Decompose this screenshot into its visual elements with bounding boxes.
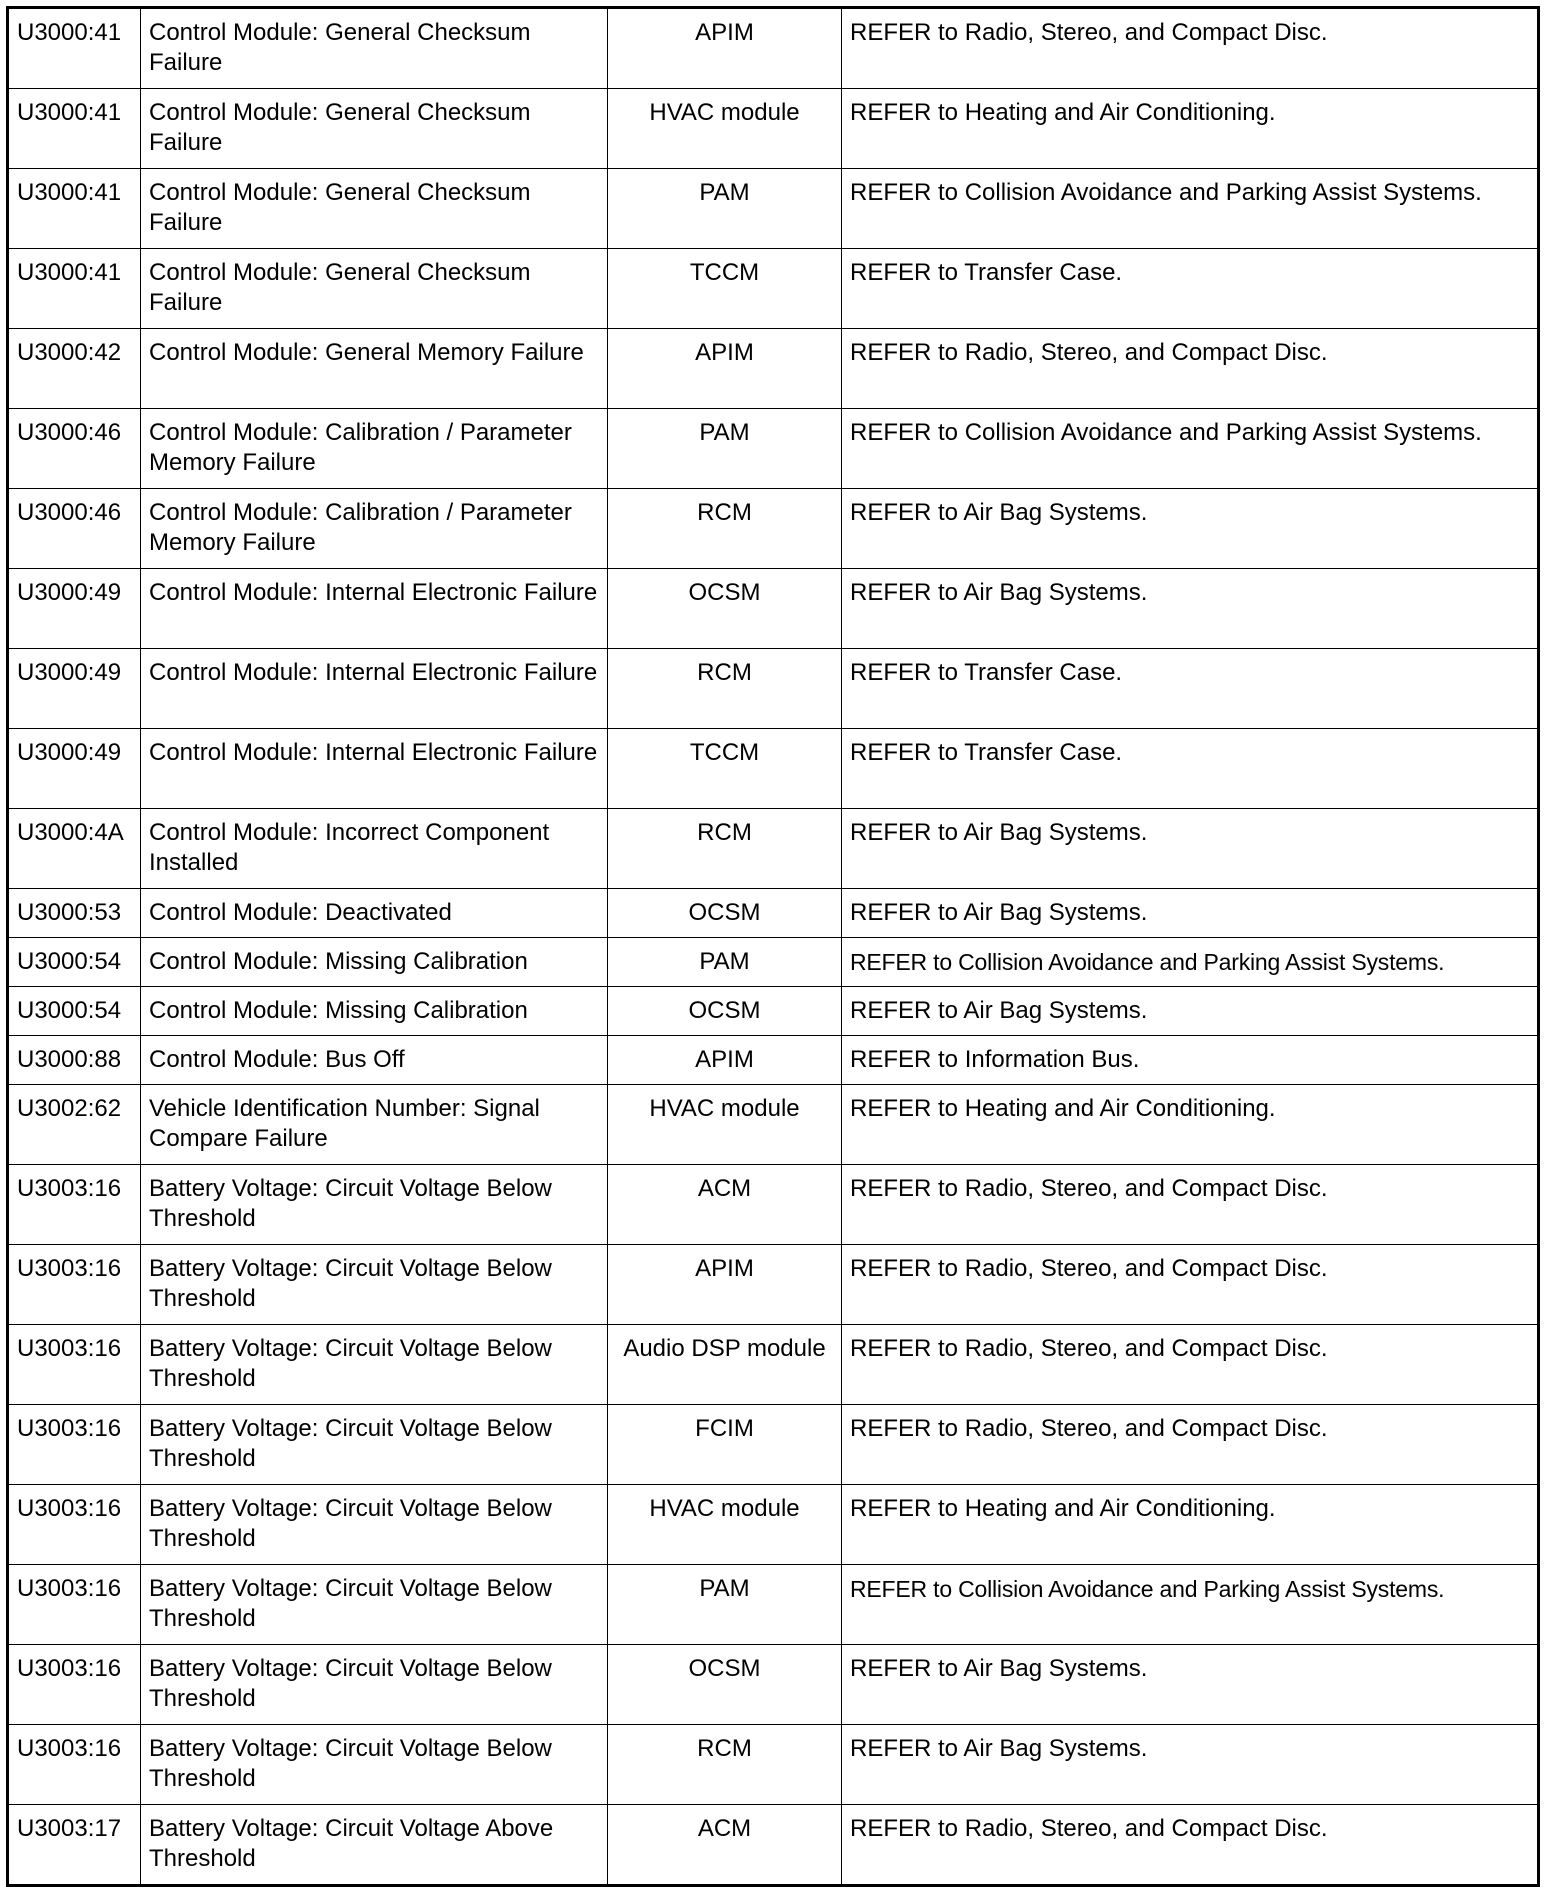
action-cell: REFER to Collision Avoidance and Parking Assist Systems.: [842, 409, 1539, 489]
action-cell: REFER to Air Bag Systems.: [842, 809, 1539, 889]
table-row: [8, 169, 1539, 249]
dtc-description-cell: Battery Voltage: Circuit Voltage Below Threshold: [141, 1565, 608, 1645]
table-row: [8, 569, 1539, 649]
dtc-code-cell: U3003:16: [8, 1325, 141, 1405]
dtc-code-cell: U3003:17: [8, 1805, 141, 1886]
dtc-description-cell: Battery Voltage: Circuit Voltage Below Threshold: [141, 1245, 608, 1325]
action-cell: REFER to Radio, Stereo, and Compact Disc.: [842, 329, 1539, 409]
dtc-description-cell: Control Module: General Checksum Failure: [141, 249, 608, 329]
dtc-code-cell: U3000:54: [8, 938, 141, 987]
action-cell: REFER to Heating and Air Conditioning.: [842, 1085, 1539, 1165]
action-cell: REFER to Radio, Stereo, and Compact Disc.: [842, 1165, 1539, 1245]
module-cell: HVAC module: [608, 89, 842, 169]
module-cell: OCSM: [608, 569, 842, 649]
dtc-description-cell: Battery Voltage: Circuit Voltage Below Threshold: [141, 1325, 608, 1405]
action-cell: REFER to Air Bag Systems.: [842, 987, 1539, 1036]
dtc-description-cell: Control Module: Calibration / Parameter Memory Failure: [141, 489, 608, 569]
table-row: [8, 1805, 1539, 1886]
dtc-code-cell: U3003:16: [8, 1725, 141, 1805]
dtc-code-cell: U3002:62: [8, 1085, 141, 1165]
table-row: [8, 1165, 1539, 1245]
dtc-description-cell: Control Module: General Checksum Failure: [141, 89, 608, 169]
module-cell: Audio DSP module: [608, 1325, 842, 1405]
action-cell: REFER to Air Bag Systems.: [842, 1645, 1539, 1725]
dtc-description-cell: Control Module: Deactivated: [141, 889, 608, 938]
table-row: [8, 1245, 1539, 1325]
dtc-description-cell: Control Module: General Checksum Failure: [141, 8, 608, 89]
dtc-code-cell: U3000:41: [8, 169, 141, 249]
module-cell: TCCM: [608, 249, 842, 329]
module-cell: OCSM: [608, 987, 842, 1036]
dtc-code-cell: U3003:16: [8, 1645, 141, 1725]
module-cell: FCIM: [608, 1405, 842, 1485]
action-cell: REFER to Radio, Stereo, and Compact Disc.: [842, 8, 1539, 89]
module-cell: TCCM: [608, 729, 842, 809]
action-cell: REFER to Radio, Stereo, and Compact Disc.: [842, 1805, 1539, 1886]
action-cell: REFER to Radio, Stereo, and Compact Disc.: [842, 1405, 1539, 1485]
dtc-description-cell: Battery Voltage: Circuit Voltage Below Threshold: [141, 1725, 608, 1805]
table-row: [8, 889, 1539, 938]
module-cell: RCM: [608, 489, 842, 569]
module-cell: APIM: [608, 1245, 842, 1325]
table-row: [8, 1645, 1539, 1725]
dtc-code-cell: U3000:41: [8, 8, 141, 89]
module-cell: ACM: [608, 1805, 842, 1886]
action-cell: REFER to Collision Avoidance and Parking Assist Systems.: [842, 938, 1539, 987]
dtc-code-cell: U3003:16: [8, 1565, 141, 1645]
dtc-description-cell: Control Module: Incorrect Component Installed: [141, 809, 608, 889]
action-cell: REFER to Heating and Air Conditioning.: [842, 89, 1539, 169]
table-row: [8, 249, 1539, 329]
dtc-code-cell: U3003:16: [8, 1485, 141, 1565]
dtc-description-cell: Control Module: Missing Calibration: [141, 987, 608, 1036]
dtc-description-cell: Vehicle Identification Number: Signal Compare Failure: [141, 1085, 608, 1165]
module-cell: RCM: [608, 1725, 842, 1805]
dtc-code-cell: U3000:53: [8, 889, 141, 938]
table-row: [8, 329, 1539, 409]
table-row: [8, 1325, 1539, 1405]
dtc-code-cell: U3000:54: [8, 987, 141, 1036]
dtc-description-cell: Control Module: Internal Electronic Failure: [141, 569, 608, 649]
action-cell: REFER to Transfer Case.: [842, 729, 1539, 809]
action-cell: REFER to Collision Avoidance and Parking Assist Systems.: [842, 1565, 1539, 1645]
action-cell: REFER to Heating and Air Conditioning.: [842, 1485, 1539, 1565]
table-row: [8, 1405, 1539, 1485]
table-row: [8, 1085, 1539, 1165]
table-row: [8, 409, 1539, 489]
dtc-code-cell: U3000:41: [8, 89, 141, 169]
table-row: [8, 89, 1539, 169]
action-cell: REFER to Transfer Case.: [842, 649, 1539, 729]
dtc-code-cell: U3000:49: [8, 569, 141, 649]
module-cell: RCM: [608, 809, 842, 889]
dtc-code-cell: U3000:4A: [8, 809, 141, 889]
dtc-description-cell: Control Module: Internal Electronic Failure: [141, 649, 608, 729]
dtc-description-cell: Battery Voltage: Circuit Voltage Below Threshold: [141, 1165, 608, 1245]
action-cell: REFER to Collision Avoidance and Parking Assist Systems.: [842, 169, 1539, 249]
dtc-code-cell: U3000:88: [8, 1036, 141, 1085]
table-row: [8, 649, 1539, 729]
module-cell: HVAC module: [608, 1485, 842, 1565]
dtc-description-cell: Control Module: General Checksum Failure: [141, 169, 608, 249]
dtc-code-cell: U3003:16: [8, 1405, 141, 1485]
dtc-description-cell: Battery Voltage: Circuit Voltage Below Threshold: [141, 1405, 608, 1485]
table-row: [8, 1725, 1539, 1805]
module-cell: PAM: [608, 409, 842, 489]
dtc-table: [6, 6, 1540, 1887]
table-row: [8, 938, 1539, 987]
table-row: [8, 1565, 1539, 1645]
module-cell: HVAC module: [608, 1085, 842, 1165]
dtc-code-cell: U3000:49: [8, 729, 141, 809]
dtc-description-cell: Control Module: Bus Off: [141, 1036, 608, 1085]
table-row: [8, 489, 1539, 569]
dtc-code-cell: U3003:16: [8, 1245, 141, 1325]
action-cell: REFER to Radio, Stereo, and Compact Disc.: [842, 1245, 1539, 1325]
module-cell: PAM: [608, 938, 842, 987]
dtc-code-cell: U3000:42: [8, 329, 141, 409]
module-cell: APIM: [608, 329, 842, 409]
action-cell: REFER to Information Bus.: [842, 1036, 1539, 1085]
module-cell: ACM: [608, 1165, 842, 1245]
dtc-description-cell: Battery Voltage: Circuit Voltage Below Threshold: [141, 1645, 608, 1725]
module-cell: APIM: [608, 1036, 842, 1085]
dtc-code-cell: U3003:16: [8, 1165, 141, 1245]
action-cell: REFER to Transfer Case.: [842, 249, 1539, 329]
table-row: [8, 729, 1539, 809]
table-row: [8, 809, 1539, 889]
table-row: [8, 8, 1539, 89]
table-row: [8, 1485, 1539, 1565]
table-row: [8, 987, 1539, 1036]
dtc-description-cell: Battery Voltage: Circuit Voltage Above Threshold: [141, 1805, 608, 1886]
module-cell: PAM: [608, 1565, 842, 1645]
module-cell: RCM: [608, 649, 842, 729]
dtc-description-cell: Control Module: General Memory Failure: [141, 329, 608, 409]
module-cell: OCSM: [608, 889, 842, 938]
action-cell: REFER to Air Bag Systems.: [842, 569, 1539, 649]
dtc-table-body: [8, 8, 1539, 1886]
dtc-description-cell: Battery Voltage: Circuit Voltage Below Threshold: [141, 1485, 608, 1565]
module-cell: APIM: [608, 8, 842, 89]
action-cell: REFER to Radio, Stereo, and Compact Disc.: [842, 1325, 1539, 1405]
action-cell: REFER to Air Bag Systems.: [842, 1725, 1539, 1805]
dtc-code-cell: U3000:49: [8, 649, 141, 729]
dtc-description-cell: Control Module: Missing Calibration: [141, 938, 608, 987]
dtc-description-cell: Control Module: Internal Electronic Failure: [141, 729, 608, 809]
dtc-code-cell: U3000:41: [8, 249, 141, 329]
dtc-description-cell: Control Module: Calibration / Parameter Memory Failure: [141, 409, 608, 489]
dtc-code-cell: U3000:46: [8, 409, 141, 489]
module-cell: PAM: [608, 169, 842, 249]
dtc-code-cell: U3000:46: [8, 489, 141, 569]
module-cell: OCSM: [608, 1645, 842, 1725]
action-cell: REFER to Air Bag Systems.: [842, 889, 1539, 938]
action-cell: REFER to Air Bag Systems.: [842, 489, 1539, 569]
table-row: [8, 1036, 1539, 1085]
